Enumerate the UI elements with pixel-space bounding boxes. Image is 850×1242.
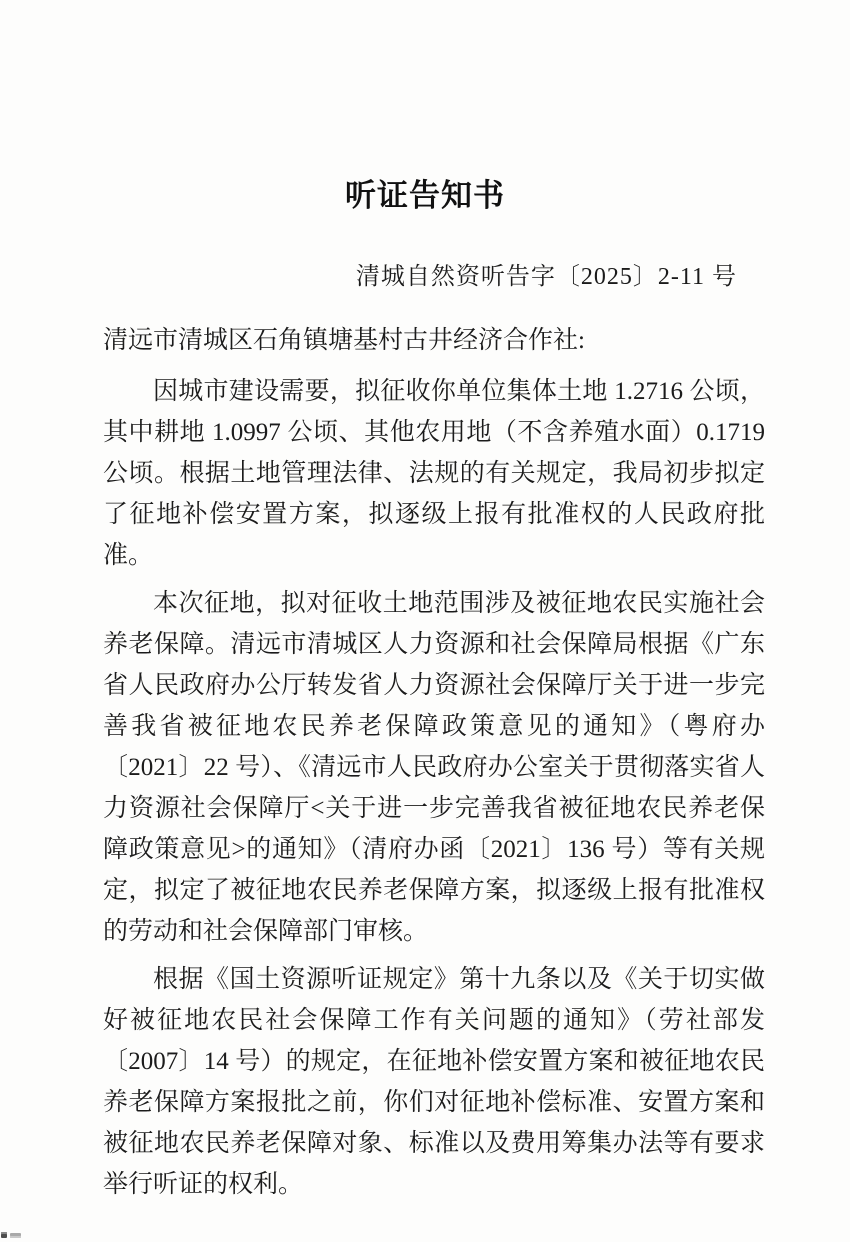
document-reference-number: 清城自然资听告字〔2025〕2-11 号 bbox=[355, 264, 737, 290]
document-body bbox=[103, 320, 765, 1205]
scan-artifact bbox=[1, 1232, 7, 1238]
addressee-line: 清远市清城区石角镇塘基村古井经济合作社: bbox=[103, 327, 585, 354]
paragraph-hearing-rights: 根据《国土资源听证规定》第十九条以及《关于切实做好被征地农民社会保障工作有关问题的通知》（劳社部发〔2007〕14 号）的规定，在征地补偿安置方案和被征地农民养老保障方案报批之前，你们对征地补偿标准、安置方案和被征地农民养老保障对象、标准以及费用筹集办法等有要求举行听证的权利。 bbox=[103, 966, 765, 1198]
document-title: 听证告知书 bbox=[345, 178, 505, 213]
scan-artifact bbox=[10, 1233, 21, 1238]
paragraph-pension-plan: 本次征地，拟对征收土地范围涉及被征地农民实施社会养老保障。清远市清城区人力资源和社会保障局根据《广东省人民政府办公厅转发省人力资源社会保障厅关于进一步完善我省被征地农民养老保障政策意见的通知》（粤府办〔2021〕22 号）、《清远市人民政府办公室关于贯彻落实省人力资源社会保障厅<关于进一步完善我省被征地农民养老保障政策意见>的通知》（清府办函〔2021〕136 号）等有关规定，拟定了被征地农民养老保障方案，拟逐级上报有批准权的劳动和社会保障部门审核。 bbox=[103, 590, 765, 945]
paragraph-land-acquisition: 因城市建设需要，拟征收你单位集体土地 1.2716 公顷，其中耕地 1.0997 公顷、其他农用地（不含养殖水面）0.1719 公顷。根据土地管理法律、法规的有关规定，我局初步拟定了征地补偿安置方案，拟逐级上报有批准权的人民政府批准。 bbox=[103, 378, 765, 569]
